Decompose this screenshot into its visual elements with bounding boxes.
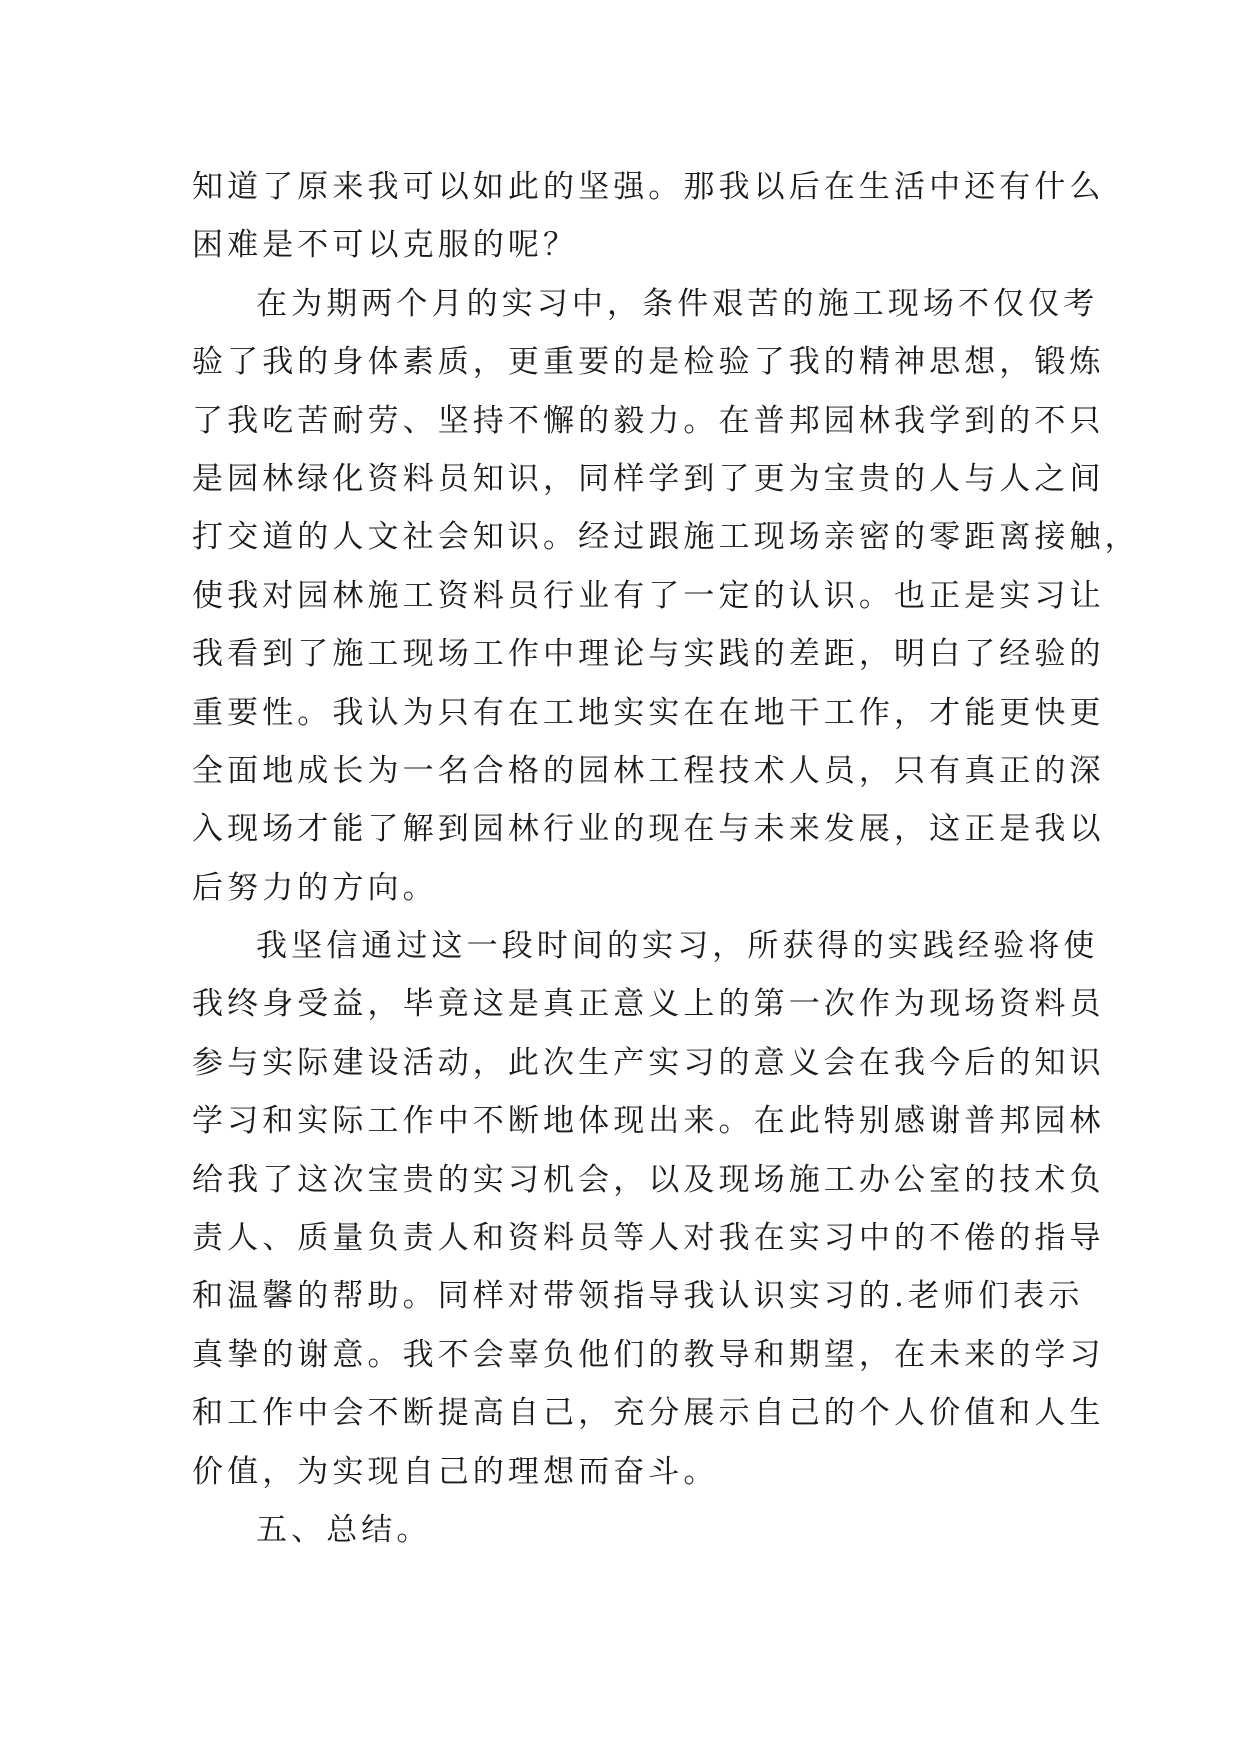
text-line: 了我吃苦耐劳、坚持不懈的毅力。在普邦园林我学到的不只 bbox=[192, 402, 1105, 439]
text-line: 和温馨的帮助。同样对带领指导我认识实习的.老师们表示 bbox=[192, 1278, 1084, 1315]
text-line: 和工作中会不断提高自己，充分展示自己的个人价值和人生 bbox=[192, 1395, 1105, 1432]
text-line: 学习和实际工作中不断地体现出来。在此特别感谢普邦园林 bbox=[192, 1103, 1105, 1140]
text-line: 困难是不可以克服的呢？ bbox=[192, 227, 579, 264]
text-line: 真挚的谢意。我不会辜负他们的教导和期望，在未来的学习 bbox=[192, 1336, 1105, 1373]
text-line: 后努力的方向。 bbox=[192, 869, 438, 906]
text-line: 在为期两个月的实习中，条件艰苦的施工现场不仅仅考 bbox=[256, 285, 1099, 322]
text-line: 五、总结。 bbox=[256, 1511, 432, 1548]
text-line: 价值，为实现自己的理想而奋斗。 bbox=[192, 1453, 719, 1490]
text-line: 全面地成长为一名合格的园林工程技术人员，只有真正的深 bbox=[192, 752, 1105, 789]
text-line: 给我了这次宝贵的实习机会，以及现场施工办公室的技术负 bbox=[192, 1161, 1105, 1198]
text-line: 验了我的身体素质，更重要的是检验了我的精神思想，锻炼 bbox=[192, 344, 1105, 381]
text-line: 使我对园林施工资料员行业有了一定的认识。也正是实习让 bbox=[192, 577, 1105, 614]
text-line: 知道了原来我可以如此的坚强。那我以后在生活中还有什么 bbox=[192, 169, 1105, 205]
text-line: 我终身受益，毕竟这是真正意义上的第一次作为现场资料员 bbox=[192, 986, 1105, 1023]
document-body bbox=[192, 158, 1140, 1559]
text-line: 我看到了施工现场工作中理论与实践的差距，明白了经验的 bbox=[192, 636, 1105, 673]
text-line: 重要性。我认为只有在工地实实在在地干工作，才能更快更 bbox=[192, 694, 1105, 731]
text-line: 打交道的人文社会知识。经过跟施工现场亲密的零距离接触， bbox=[192, 519, 1140, 556]
text-line: 责人、质量负责人和资料员等人对我在实习中的不倦的指导 bbox=[192, 1220, 1105, 1257]
text-line: 是园林绿化资料员知识，同样学到了更为宝贵的人与人之间 bbox=[192, 460, 1105, 497]
text-line: 入现场才能了解到园林行业的现在与未来发展，这正是我以 bbox=[192, 811, 1105, 848]
text-line: 我坚信通过这一段时间的实习，所获得的实践经验将使 bbox=[256, 928, 1099, 965]
text-line: 参与实际建设活动，此次生产实习的意义会在我今后的知识 bbox=[192, 1044, 1105, 1081]
